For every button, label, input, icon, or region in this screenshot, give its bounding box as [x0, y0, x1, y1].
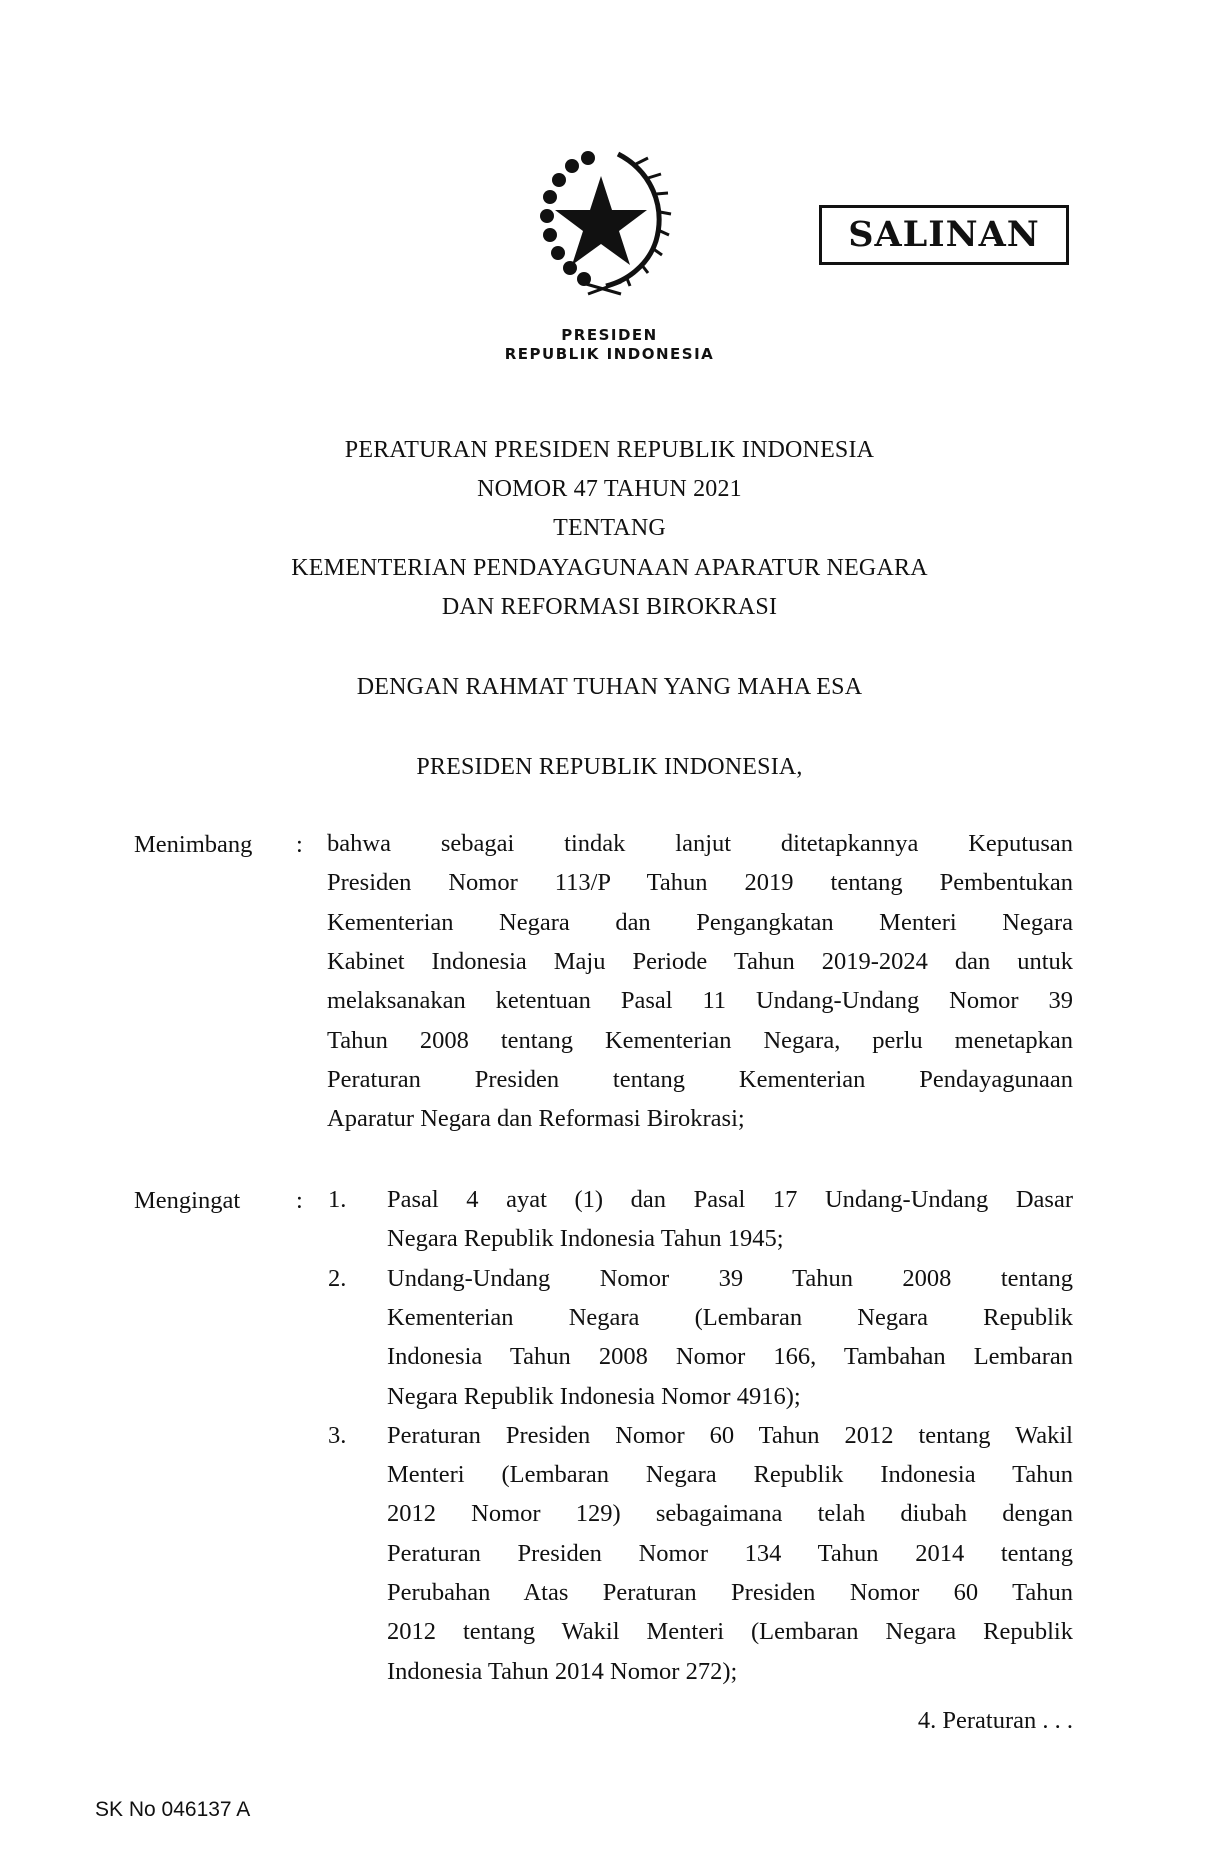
menimbang-line: Tahun 2008 tentang Kementerian Negara, perlu menetapkan	[327, 1026, 1073, 1054]
mengingat-colon: :	[296, 1187, 303, 1214]
list-item-line: Peraturan Presiden Nomor 60 Tahun 2012 tentang Wakil	[387, 1421, 1073, 1449]
document-subject: KEMENTERIAN PENDAYAGUNAAN APARATUR NEGARA	[291, 555, 928, 581]
menimbang-line: melaksanakan ketentuan Pasal 11 Undang-Undang Nomor 39	[327, 987, 1073, 1015]
list-item-line: Indonesia Tahun 2014 Nomor 272);	[387, 1657, 738, 1685]
mengingat-label: Mengingat	[134, 1187, 241, 1214]
list-item-line: Negara Republik Indonesia Tahun 1945;	[387, 1225, 784, 1253]
menimbang-line: Aparatur Negara dan Reformasi Birokrasi;	[327, 1105, 745, 1133]
list-item-number: 1.	[328, 1186, 347, 1213]
invocation: DENGAN RAHMAT TUHAN YANG MAHA ESA	[356, 674, 863, 700]
continuation-marker: 4. Peraturan . . .	[917, 1707, 1073, 1734]
document-title: PERATURAN PRESIDEN REPUBLIK INDONESIA	[344, 437, 875, 463]
list-item-line: Menteri (Lembaran Negara Republik Indonesia Tahun	[387, 1461, 1073, 1489]
menimbang-line: Presiden Nomor 113/P Tahun 2019 tentang Pembentukan	[327, 869, 1073, 897]
list-item-line: Pasal 4 ayat (1) dan Pasal 17 Undang-Undang Dasar	[387, 1186, 1073, 1213]
list-item-line: Negara Republik Indonesia Nomor 4916);	[387, 1382, 801, 1410]
emblem-caption-presiden: PRESIDEN	[561, 326, 658, 344]
emblem-caption-republik: REPUBLIK INDONESIA	[504, 345, 715, 363]
issuer: PRESIDEN REPUBLIK INDONESIA,	[416, 754, 803, 780]
salinan-stamp: SALINAN	[819, 205, 1069, 265]
list-item-line: Kementerian Negara (Lembaran Negara Republik	[387, 1303, 1073, 1331]
menimbang-line: Kabinet Indonesia Maju Periode Tahun 2019-2024 dan untuk	[327, 947, 1073, 975]
sk-number: SK No 046137 A	[95, 1798, 251, 1821]
list-item-line: Peraturan Presiden Nomor 134 Tahun 2014 tentang	[387, 1539, 1073, 1567]
list-item-line: Perubahan Atas Peraturan Presiden Nomor 60 Tahun	[387, 1579, 1073, 1606]
menimbang-line: bahwa sebagai tindak lanjut ditetapkannya Keputusan	[327, 830, 1073, 857]
menimbang-colon: :	[296, 831, 303, 858]
document-tentang: TENTANG	[553, 515, 666, 541]
list-item-line: 2012 Nomor 129) sebagaimana telah diubah dengan	[387, 1500, 1073, 1528]
list-item-number: 3.	[328, 1421, 347, 1449]
document-number: NOMOR 47 TAHUN 2021	[477, 476, 742, 502]
list-item-number: 2.	[328, 1264, 347, 1292]
menimbang-label: Menimbang	[134, 831, 253, 858]
list-item-line: 2012 tentang Wakil Menteri (Lembaran Negara Republik	[387, 1618, 1073, 1646]
list-item-line: Indonesia Tahun 2008 Nomor 166, Tambahan Lembaran	[387, 1343, 1073, 1371]
menimbang-line: Peraturan Presiden tentang Kementerian Pendayagunaan	[327, 1065, 1073, 1093]
document-subject-cont: DAN REFORMASI BIROKRASI	[441, 594, 778, 620]
presidential-emblem-icon	[526, 136, 676, 296]
menimbang-line: Kementerian Negara dan Pengangkatan Menteri Negara	[327, 908, 1073, 936]
list-item-line: Undang-Undang Nomor 39 Tahun 2008 tentang	[387, 1264, 1073, 1292]
